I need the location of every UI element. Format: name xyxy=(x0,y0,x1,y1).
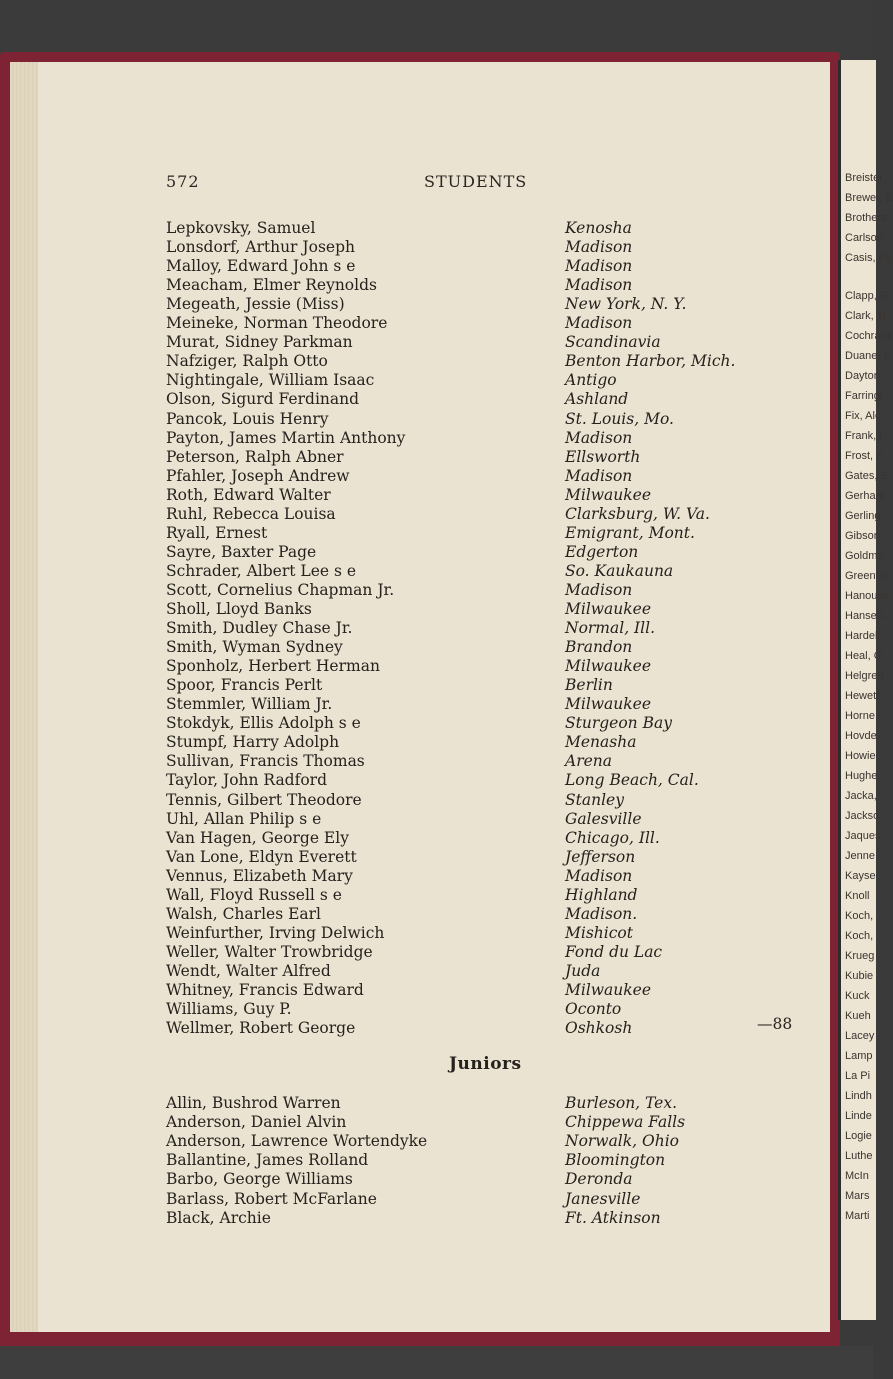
student-name: Walsh, Charles Earl xyxy=(166,905,321,923)
student-name: Megeath, Jessie (Miss) xyxy=(166,295,345,313)
student-location: Arena xyxy=(565,752,612,770)
student-location: Sturgeon Bay xyxy=(565,714,672,732)
facing-page-text: Jenne xyxy=(845,850,875,862)
facing-page-fragment xyxy=(838,60,893,1320)
facing-page-text: Dayton, xyxy=(845,370,883,382)
facing-page-text: Linde xyxy=(845,1110,872,1122)
student-name: Payton, James Martin Anthony xyxy=(166,429,406,447)
student-location: Juda xyxy=(565,962,601,980)
student-location: Antigo xyxy=(565,371,617,389)
student-name: Pfahler, Joseph Andrew xyxy=(166,467,350,485)
student-location: Madison xyxy=(565,238,633,256)
junior-name: Barlass, Robert McFarlane xyxy=(166,1190,377,1208)
student-location: Fond du Lac xyxy=(565,943,663,961)
student-name: Sholl, Lloyd Banks xyxy=(166,600,312,618)
page-stack-edge xyxy=(10,62,38,1332)
student-name: Vennus, Elizabeth Mary xyxy=(166,867,353,885)
student-location: Madison xyxy=(565,867,633,885)
student-name: Schrader, Albert Lee s e xyxy=(166,562,357,580)
facing-page-text: Jackso xyxy=(845,810,880,822)
student-name: Peterson, Ralph Abner xyxy=(166,448,344,466)
facing-page-text: Kueh xyxy=(845,1010,871,1022)
student-location: St. Louis, Mo. xyxy=(565,410,674,428)
student-name: Weller, Walter Trowbridge xyxy=(166,943,373,961)
facing-page-text: Jaques xyxy=(845,830,881,842)
facing-page-text: Frank, I xyxy=(845,430,883,442)
facing-page-text: Casis, Pe xyxy=(845,252,893,264)
student-location: Long Beach, Cal. xyxy=(565,771,699,789)
junior-location: Chippewa Falls xyxy=(565,1113,686,1131)
student-location: Clarksburg, W. Va. xyxy=(565,505,710,523)
student-name: Wall, Floyd Russell s e xyxy=(166,886,342,904)
student-location: Brandon xyxy=(565,638,633,656)
student-name: Van Hagen, George Ely xyxy=(166,829,349,847)
student-name: Stumpf, Harry Adolph xyxy=(166,733,340,751)
student-location: Edgerton xyxy=(565,543,639,561)
student-location: Madison. xyxy=(565,905,638,923)
junior-location: Deronda xyxy=(565,1170,633,1188)
facing-page-text: Krueg xyxy=(845,950,875,962)
student-location: Madison xyxy=(565,257,633,275)
facing-page-text: Koch, xyxy=(845,930,874,942)
student-name: Nightingale, William Isaac xyxy=(166,371,375,389)
facing-page-text: Kuck xyxy=(845,990,870,1002)
student-name: Ryall, Ernest xyxy=(166,524,268,542)
student-name: Tennis, Gilbert Theodore xyxy=(166,791,362,809)
background-bottom xyxy=(0,1346,873,1379)
junior-location: Ft. Atkinson xyxy=(565,1209,661,1227)
student-location: Milwaukee xyxy=(565,981,652,999)
facing-page-text: Gerling, xyxy=(845,510,884,522)
student-location: Benton Harbor, Mich. xyxy=(565,352,736,370)
student-location: Madison xyxy=(565,429,633,447)
junior-location: Bloomington xyxy=(565,1151,666,1169)
junior-name: Anderson, Daniel Alvin xyxy=(166,1113,347,1131)
junior-name: Allin, Bushrod Warren xyxy=(166,1094,341,1112)
student-name: Uhl, Allan Philip s e xyxy=(166,810,322,828)
facing-page-text: Brothers, xyxy=(845,212,890,224)
facing-page-text: Clapp, G xyxy=(845,290,889,302)
background-top xyxy=(0,0,873,56)
student-name: Whitney, Francis Edward xyxy=(166,981,364,999)
facing-page-text: Greenfie xyxy=(845,570,888,582)
page-number: 572 xyxy=(166,172,200,191)
facing-page-text: Helgren xyxy=(845,670,884,682)
student-location: Normal, Ill. xyxy=(565,619,656,637)
student-location: Jefferson xyxy=(565,848,636,866)
student-name: Roth, Edward Walter xyxy=(166,486,331,504)
student-location: Madison xyxy=(565,314,633,332)
student-name: Stemmler, William Jr. xyxy=(166,695,333,713)
student-location: Mishicot xyxy=(565,924,633,942)
junior-name: Barbo, George Williams xyxy=(166,1170,353,1188)
student-name: Spoor, Francis Perlt xyxy=(166,676,323,694)
student-location: Milwaukee xyxy=(565,600,652,618)
facing-page-text: Hovde, xyxy=(845,730,880,742)
section-title: STUDENTS xyxy=(424,172,528,191)
student-location: Menasha xyxy=(565,733,637,751)
junior-name: Ballantine, James Rolland xyxy=(166,1151,369,1169)
student-location: Milwaukee xyxy=(565,657,652,675)
student-name: Taylor, John Radford xyxy=(166,771,328,789)
junior-location: Janesville xyxy=(565,1190,641,1208)
junior-location: Burleson, Tex. xyxy=(565,1094,678,1112)
facing-page-text: Luthe xyxy=(845,1150,873,1162)
student-location: So. Kaukauna xyxy=(565,562,674,580)
total-count: —88 xyxy=(757,1015,793,1033)
facing-page-text: La Pi xyxy=(845,1070,871,1082)
student-name: Williams, Guy P. xyxy=(166,1000,292,1018)
student-name: Murat, Sidney Parkman xyxy=(166,333,353,351)
facing-page-text: Fix, Alo xyxy=(845,410,882,422)
student-name: Meacham, Elmer Reynolds xyxy=(166,276,377,294)
student-name: Smith, Wyman Sydney xyxy=(166,638,343,656)
student-name: Wellmer, Robert George xyxy=(166,1019,356,1037)
juniors-heading: Juniors xyxy=(449,1054,522,1074)
student-location: Milwaukee xyxy=(565,695,652,713)
student-name: Lepkovsky, Samuel xyxy=(166,219,316,237)
student-name: Malloy, Edward John s e xyxy=(166,257,356,275)
facing-page-text: Gerhard xyxy=(845,490,886,502)
student-name: Meineke, Norman Theodore xyxy=(166,314,388,332)
facing-page-text: Koch, xyxy=(845,910,874,922)
student-name: Olson, Sigurd Ferdinand xyxy=(166,390,360,408)
student-name: Nafziger, Ralph Otto xyxy=(166,352,328,370)
facing-page-text: Gibson, xyxy=(845,530,883,542)
facing-page-text: Heal, G xyxy=(845,650,883,662)
facing-page-text: Clark, Tl xyxy=(845,310,886,322)
student-name: Smith, Dudley Chase Jr. xyxy=(166,619,353,637)
facing-page-text: Horne, xyxy=(845,710,879,722)
facing-page-text: Farringt xyxy=(845,390,883,402)
student-location: Ellsworth xyxy=(565,448,641,466)
student-name: Pancok, Louis Henry xyxy=(166,410,329,428)
student-location: Berlin xyxy=(565,676,613,694)
student-location: New York, N. Y. xyxy=(565,295,687,313)
facing-page-text: Hardell, xyxy=(845,630,883,642)
facing-page-text: Marti xyxy=(845,1210,870,1222)
facing-page-text: Frost, F xyxy=(845,450,883,462)
facing-page-text: Cochrane xyxy=(845,330,893,342)
facing-page-text: Goldma xyxy=(845,550,884,562)
student-name: Sayre, Baxter Page xyxy=(166,543,317,561)
facing-page-text: Carlson, xyxy=(845,232,886,244)
student-name: Sullivan, Francis Thomas xyxy=(166,752,365,770)
facing-page-text: Lacey xyxy=(845,1030,875,1042)
student-location: Kenosha xyxy=(565,219,632,237)
junior-name: Anderson, Lawrence Wortendyke xyxy=(166,1132,428,1150)
student-location: Scandinavia xyxy=(565,333,661,351)
facing-page-text: Kubie xyxy=(845,970,874,982)
junior-location: Norwalk, Ohio xyxy=(565,1132,679,1150)
facing-page-text: Mars xyxy=(845,1190,870,1202)
facing-page-text: Hughe xyxy=(845,770,878,782)
student-name: Stokdyk, Ellis Adolph s e xyxy=(166,714,361,732)
facing-page-text: McIn xyxy=(845,1170,869,1182)
student-location: Ashland xyxy=(565,390,629,408)
facing-page-text: Hansen, xyxy=(845,610,886,622)
facing-page-text: Gates, E xyxy=(845,470,888,482)
junior-name: Black, Archie xyxy=(166,1209,271,1227)
student-location: Highland xyxy=(565,886,638,904)
student-location: Milwaukee xyxy=(565,486,652,504)
student-location: Chicago, Ill. xyxy=(565,829,660,847)
student-name: Scott, Cornelius Chapman Jr. xyxy=(166,581,395,599)
facing-page-text: Hanouse xyxy=(845,590,890,602)
student-name: Wendt, Walter Alfred xyxy=(166,962,331,980)
facing-page-text: Lamp xyxy=(845,1050,873,1062)
facing-page-text: Breister, xyxy=(845,172,886,184)
facing-page-text: Logie xyxy=(845,1130,872,1142)
student-name: Lonsdorf, Arthur Joseph xyxy=(166,238,355,256)
student-location: Stanley xyxy=(565,791,624,809)
student-location: Oshkosh xyxy=(565,1019,633,1037)
student-location: Emigrant, Mont. xyxy=(565,524,695,542)
facing-page-text: Knoll xyxy=(845,890,870,902)
student-location: Madison xyxy=(565,581,633,599)
facing-page-text: Brewer, E xyxy=(845,192,893,204)
student-location: Madison xyxy=(565,276,633,294)
facing-page-text: Lindh xyxy=(845,1090,872,1102)
student-name: Van Lone, Eldyn Everett xyxy=(166,848,357,866)
student-name: Ruhl, Rebecca Louisa xyxy=(166,505,336,523)
facing-page-text: Kayse xyxy=(845,870,876,882)
facing-page-text: Jacka, xyxy=(845,790,877,802)
facing-page-text: Hewett xyxy=(845,690,880,702)
student-location: Madison xyxy=(565,467,633,485)
student-name: Sponholz, Herbert Herman xyxy=(166,657,380,675)
student-location: Oconto xyxy=(565,1000,622,1018)
facing-page-text: Howie xyxy=(845,750,876,762)
student-name: Weinfurther, Irving Delwich xyxy=(166,924,385,942)
student-location: Galesville xyxy=(565,810,642,828)
facing-page-text: Duane, E xyxy=(845,350,891,362)
